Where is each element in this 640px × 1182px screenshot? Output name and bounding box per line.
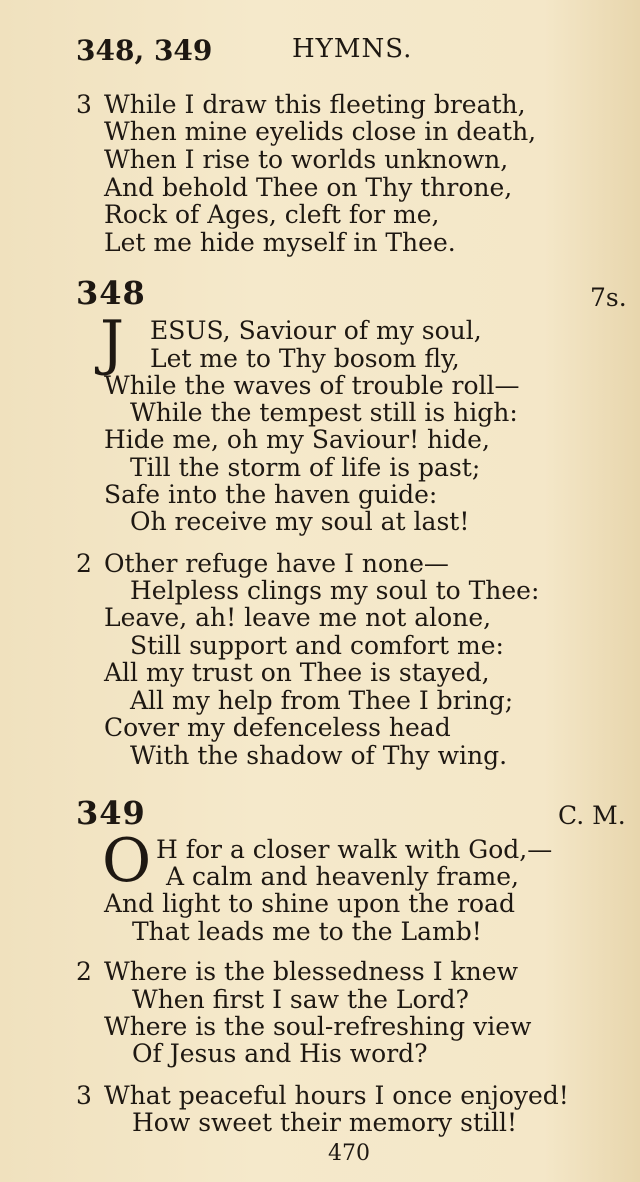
verse-line: Cover my defenceless head bbox=[104, 713, 451, 742]
verse-line: All my trust on Thee is stayed, bbox=[104, 658, 490, 687]
verse-line: Where is the soul-refreshing view bbox=[104, 1012, 532, 1041]
verse-line: Safe into the haven guide: bbox=[104, 480, 438, 509]
verse-line: What peaceful hours I once enjoyed! bbox=[104, 1081, 569, 1110]
verse-line: While the waves of trouble roll— bbox=[104, 371, 520, 400]
verse-line: ESUS, Saviour of my soul, bbox=[150, 316, 482, 345]
verse-line: And light to shine upon the road bbox=[104, 889, 516, 918]
verse-line: And behold Thee on Thy throne, bbox=[104, 173, 513, 202]
hymn-meter: 7s. bbox=[590, 283, 627, 312]
verse-line: While I draw this fleeting breath, bbox=[104, 90, 526, 119]
running-title: HYMNS. bbox=[292, 34, 413, 64]
verse-line: Let me to Thy bosom fly, bbox=[150, 344, 460, 373]
verse-number: 2 bbox=[76, 549, 92, 578]
verse-line: Hide me, oh my Saviour! hide, bbox=[104, 425, 490, 454]
page-number: 470 bbox=[328, 1141, 370, 1166]
verse-line: Leave, ah! leave me not alone, bbox=[104, 603, 492, 632]
verse-line: Till the storm of life is past; bbox=[130, 453, 481, 482]
hymn-meter: C. M. bbox=[558, 801, 626, 830]
drop-cap: O bbox=[102, 826, 152, 896]
verse-line: Where is the blessedness I knew bbox=[104, 957, 518, 986]
verse-line: A calm and heavenly frame, bbox=[166, 862, 519, 891]
verse-line: Rock of Ages, cleft for me, bbox=[104, 200, 440, 229]
verse-line: Of Jesus and His word? bbox=[132, 1039, 428, 1068]
header-hymn-numbers: 348, 349 bbox=[76, 34, 213, 67]
verse-line: When I rise to worlds unknown, bbox=[104, 145, 509, 174]
verse-line: All my help from Thee I bring; bbox=[130, 686, 514, 715]
drop-cap: J bbox=[100, 308, 125, 378]
verse-line: Other refuge have I none— bbox=[104, 549, 449, 578]
hymn-number: 349 bbox=[76, 794, 146, 832]
verse-line: While the tempest still is high: bbox=[130, 398, 518, 427]
verse-number: 3 bbox=[76, 1081, 92, 1110]
verse-line: How sweet their memory still! bbox=[132, 1108, 518, 1137]
hymn-number: 348 bbox=[76, 274, 146, 312]
verse-line: That leads me to the Lamb! bbox=[132, 917, 482, 946]
verse-number: 3 bbox=[76, 90, 92, 119]
verse-line: When mine eyelids close in death, bbox=[104, 117, 537, 146]
verse-line: When first I saw the Lord? bbox=[132, 985, 469, 1014]
verse-line: H for a closer walk with God,— bbox=[156, 835, 553, 864]
verse-line: Still support and comfort me: bbox=[130, 631, 504, 660]
verse-line: With the shadow of Thy wing. bbox=[130, 741, 508, 770]
verse-line: Oh receive my soul at last! bbox=[130, 507, 470, 536]
verse-line: Helpless clings my soul to Thee: bbox=[130, 576, 540, 605]
verse-line: Let me hide myself in Thee. bbox=[104, 228, 456, 257]
verse-number: 2 bbox=[76, 957, 92, 986]
